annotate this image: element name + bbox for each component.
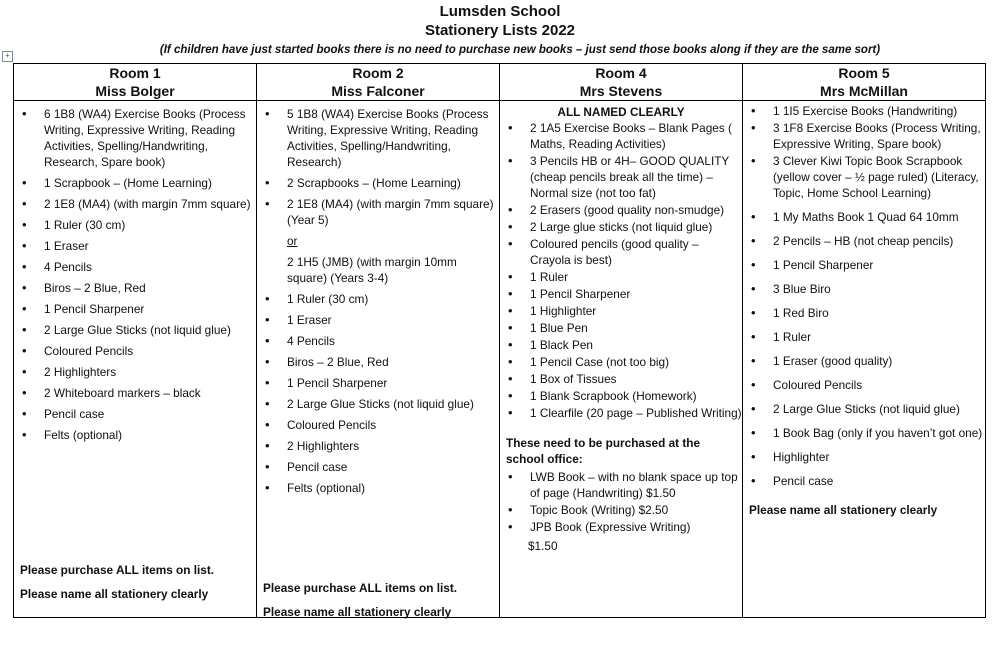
stationery-table: [13, 63, 986, 618]
teacher-name: Miss Bolger: [95, 83, 175, 99]
list-item: • 2 Large Glue Sticks (not liquid glue): [773, 401, 985, 417]
list-item: • 2 Large Glue Sticks (not liquid glue): [287, 396, 499, 412]
named-clearly-heading: ALL NAMED CLEARLY: [557, 105, 685, 119]
list-item: • 3 Blue Biro: [773, 281, 985, 297]
list-item: • 1 Book Bag (only if you haven’t got one): [773, 425, 985, 441]
list-item: • Pencil case: [773, 473, 985, 489]
room-label: Room 1: [109, 65, 161, 81]
purchase-note: Please purchase ALL items on list.: [20, 563, 215, 577]
teacher-name: Miss Falconer: [331, 83, 425, 99]
list-item: • 2 1E8 (MA4) (with margin 7mm square) (Year 5): [287, 196, 499, 228]
list-item: • 1 Pencil Sharpener: [773, 257, 985, 273]
name-note: Please name all stationery clearly: [20, 587, 209, 601]
list-item: • 1 Eraser: [287, 312, 499, 328]
list-item: • 1 Highlighter: [530, 303, 742, 319]
list-item: • 2 Scrapbooks – (Home Learning): [287, 175, 499, 191]
list-item: • 6 1B8 (WA4) Exercise Books (Process Writing, Expressive Writing, Reading Activities, Spelling/Handwriting, Research, Spare book): [44, 106, 256, 170]
list-item: • 1 Eraser: [44, 238, 256, 254]
table-move-handle-icon[interactable]: +: [2, 51, 13, 62]
room4-list: [500, 120, 742, 421]
list-item: • 1 Red Biro: [773, 305, 985, 321]
list-item: • Pencil case: [44, 406, 256, 422]
list-item: • Felts (optional): [44, 427, 256, 443]
room-label: Room 2: [352, 65, 404, 81]
list-item: • 1 Blue Pen: [530, 320, 742, 336]
list-item: • 1 Scrapbook – (Home Learning): [44, 175, 256, 191]
list-item: • 4 Pencils: [287, 333, 499, 349]
teacher-name: Mrs McMillan: [820, 83, 908, 99]
list-item: • 2 Pencils – HB (not cheap pencils): [773, 233, 985, 249]
room-label: Room 5: [838, 65, 890, 81]
room2-list-cell: [257, 101, 500, 618]
list-item: • Biros – 2 Blue, Red: [287, 354, 499, 370]
teacher-name: Mrs Stevens: [579, 83, 663, 99]
list-item: • 1 Ruler (30 cm): [44, 217, 256, 233]
or-separator: or: [287, 234, 298, 248]
list-item: • 1 Ruler (30 cm): [287, 291, 499, 307]
list-item: • 2 Highlighters: [287, 438, 499, 454]
list-item: • 1 Black Pen: [530, 337, 742, 353]
list-item: • 2 Large Glue Sticks (not liquid glue): [44, 322, 256, 338]
list-item: • 1 Ruler: [773, 329, 985, 345]
list-item: • 3 Pencils HB or 4H– GOOD QUALITY (cheap pencils break all the time) – Normal size (not too fat): [530, 153, 742, 201]
list-item: • 1 Pencil Sharpener: [287, 375, 499, 391]
list-item: • Topic Book (Writing) $2.50: [530, 502, 742, 518]
list-item: • 2 1A5 Exercise Books – Blank Pages ( Maths, Reading Activities): [530, 120, 742, 152]
list-item: • 3 1F8 Exercise Books (Process Writing, Expressive Writing, Spare book): [773, 120, 985, 152]
purchase-note: Please purchase ALL items on list.: [263, 581, 458, 595]
list-item: • LWB Book – with no blank space up top of page (Handwriting) $1.50: [530, 469, 742, 501]
header-room4: [500, 64, 743, 101]
list-item: • 1 Ruler: [530, 269, 742, 285]
list-item: • Coloured Pencils: [773, 377, 985, 393]
list-item: • Coloured Pencils: [287, 417, 499, 433]
room-label: Room 4: [595, 65, 647, 81]
list-item: • 1 1I5 Exercise Books (Handwriting): [773, 103, 985, 119]
list-item: • 2 Highlighters: [44, 364, 256, 380]
list-item: • 4 Pencils: [44, 259, 256, 275]
list-item: • Highlighter: [773, 449, 985, 465]
room2-list: [257, 106, 499, 496]
name-note: Please name all stationery clearly: [749, 503, 938, 517]
list-item: • 1 Box of Tissues: [530, 371, 742, 387]
list-item: • Coloured pencils (good quality – Crayola is best): [530, 236, 742, 268]
room1-list: [14, 106, 256, 443]
list-item: • 2 Large glue sticks (not liquid glue): [530, 219, 742, 235]
list-item: • JPB Book (Expressive Writing): [530, 519, 742, 535]
list-item: • Biros – 2 Blue, Red: [44, 280, 256, 296]
header-room1: [14, 64, 257, 101]
list-item: • 1 Pencil Case (not too big): [530, 354, 742, 370]
name-note: Please name all stationery clearly: [263, 605, 452, 619]
list-item: • 5 1B8 (WA4) Exercise Books (Process Writing, Expressive Writing, Reading Activities, Spelling/Handwriting, Research): [287, 106, 499, 170]
instruction-note: (If children have just started books there is no need to purchase new books – just send those books along if they are the same sort): [159, 44, 881, 56]
page-title: Stationery Lists 2022: [424, 22, 576, 39]
list-item: • 1 Pencil Sharpener: [530, 286, 742, 302]
school-name: Lumsden School: [439, 3, 561, 20]
office-purchase-heading: These need to be purchased at the school office:: [506, 436, 701, 466]
list-item: • 2 Erasers (good quality non-smudge): [530, 202, 742, 218]
jpb-price: $1.50: [528, 539, 558, 553]
room4-list-cell: [500, 101, 743, 618]
room5-list-cell: [743, 101, 986, 618]
list-item: • 2 Whiteboard markers – black: [44, 385, 256, 401]
room5-list: [743, 103, 985, 489]
room4-office-list: [500, 469, 742, 535]
list-item: • Pencil case: [287, 459, 499, 475]
list-item: • 1 My Maths Book 1 Quad 64 10mm: [773, 209, 985, 225]
list-item-alternative: 2 1H5 (JMB) (with margin 10mm square) (Years 3-4): [287, 255, 457, 285]
list-item: • 1 Blank Scrapbook (Homework): [530, 388, 742, 404]
room1-list-cell: [14, 101, 257, 618]
list-item: • 1 Eraser (good quality): [773, 353, 985, 369]
list-item: • 1 Pencil Sharpener: [44, 301, 256, 317]
list-item: • 3 Clever Kiwi Topic Book Scrapbook (yellow cover – ½ page ruled) (Literacy, Topic, Home School Learning): [773, 153, 985, 201]
list-item: • Felts (optional): [287, 480, 499, 496]
header-room2: [257, 64, 500, 101]
list-item: • Coloured Pencils: [44, 343, 256, 359]
list-item: • 1 Clearfile (20 page – Published Writing): [530, 405, 742, 421]
header-room5: [743, 64, 986, 101]
list-item: • 2 1E8 (MA4) (with margin 7mm square): [44, 196, 256, 212]
